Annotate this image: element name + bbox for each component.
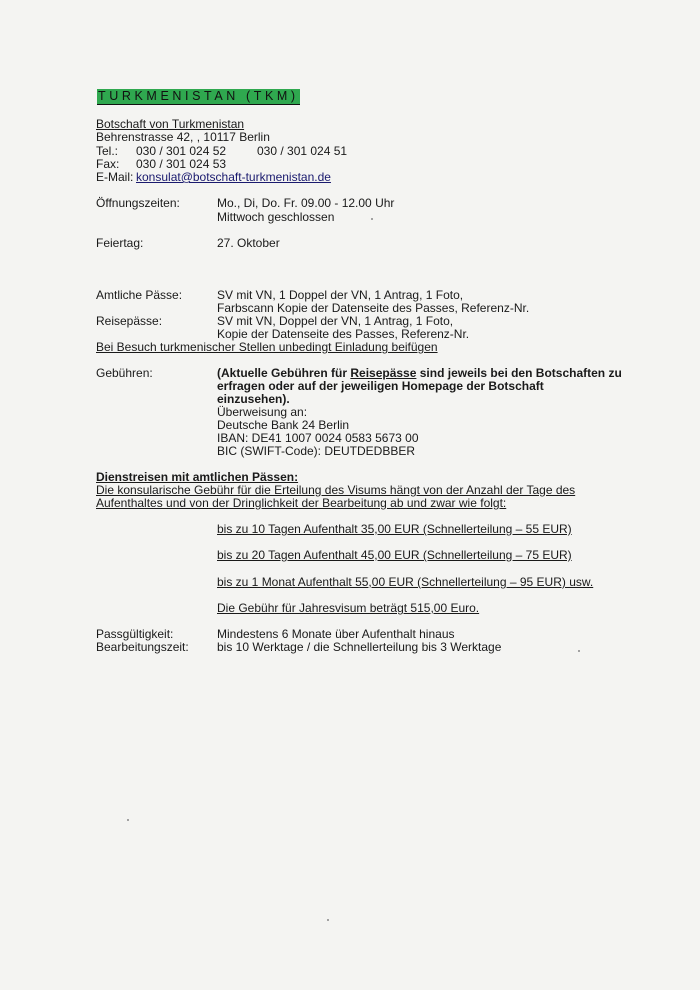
fees-note-line-1 <box>217 366 622 380</box>
business-travel-text-line-2: Aufenthaltes und von der Dringlichkeit der Bearbeitung ab und zwar wie folgt: <box>96 496 507 510</box>
tel-label: Tel.: <box>96 144 119 158</box>
fees-label: Gebühren: <box>96 366 153 380</box>
official-passports-label: Amtliche Pässe: <box>96 288 183 302</box>
travel-passports-line-2: Kopie der Datenseite des Passes, Referenz-Nr. <box>217 327 470 341</box>
hours-line-2: Mittwoch geschlossen <box>217 210 335 224</box>
fee-tier-10-days: bis zu 10 Tagen Aufenthalt 35,00 EUR (Schnellerteilung – 55 EUR) <box>217 522 572 536</box>
official-passports-line-2: Farbscann Kopie der Datenseite des Passes, Referenz-Nr. <box>217 301 530 315</box>
processing-value: bis 10 Werktage / die Schnellerteilung bis 3 Werktage <box>217 640 502 654</box>
tel-number-2: 030 / 301 024 51 <box>257 144 348 158</box>
scan-speck <box>327 919 329 921</box>
validity-value: Mindestens 6 Monate über Aufenthalt hinaus <box>217 627 455 641</box>
bank-bic: BIC (SWIFT-Code): DEUTDEDBBER <box>217 444 416 458</box>
official-passports-line-1: SV mit VN, 1 Doppel der VN, 1 Antrag, 1 Foto, <box>217 288 464 302</box>
scan-speck <box>371 218 373 220</box>
scan-speck <box>127 819 129 821</box>
travel-passports-line-1: SV mit VN, Doppel der VN, 1 Antrag, 1 Foto, <box>217 314 454 328</box>
fees-note-line-2: erfragen oder auf der jeweiligen Homepage der Botschaft <box>217 379 544 393</box>
embassy-name: Botschaft von Turkmenistan <box>96 117 245 131</box>
scan-speck <box>578 650 580 652</box>
fees-note-part-2: sind jeweils bei den Botschaften zu <box>416 366 622 380</box>
hours-label: Öffnungszeiten: <box>96 196 180 210</box>
fees-note-travel-passports: Reisepässe <box>350 366 417 380</box>
hours-line-1: Mo., Di, Do. Fr. 09.00 - 12.00 Uhr <box>217 196 395 210</box>
fax-label: Fax: <box>96 157 120 171</box>
invitation-note: Bei Besuch turkmenischer Stellen unbedingt Einladung beifügen <box>96 340 438 354</box>
fees-note-line-3: einzusehen). <box>217 392 290 406</box>
bank-name: Deutsche Bank 24 Berlin <box>217 418 350 432</box>
email-label: E-Mail: <box>96 170 134 184</box>
holiday-label: Feiertag: <box>96 236 144 250</box>
travel-passports-label: Reisepässe: <box>96 314 163 328</box>
annual-visa-fee: Die Gebühr für Jahresvisum beträgt 515,00 Euro. <box>217 601 480 615</box>
fee-tier-1-month: bis zu 1 Monat Aufenthalt 55,00 EUR (Schnellerteilung – 95 EUR) usw. <box>217 575 594 589</box>
email-link[interactable]: konsulat@botschaft-turkmenistan.de <box>136 170 331 184</box>
validity-label: Passgültigkeit: <box>96 627 174 641</box>
page-title: TURKMENISTAN (TKM) <box>98 89 299 103</box>
transfer-label: Überweisung an: <box>217 405 308 419</box>
processing-label: Bearbeitungszeit: <box>96 640 189 654</box>
bank-iban: IBAN: DE41 1007 0024 0583 5673 00 <box>217 431 419 445</box>
embassy-street: Behrenstrasse 42, , 10117 Berlin <box>96 130 270 144</box>
fees-note-part-1: (Aktuelle Gebühren für <box>217 366 351 380</box>
fee-tier-20-days: bis zu 20 Tagen Aufenthalt 45,00 EUR (Schnellerteilung – 75 EUR) <box>217 548 572 562</box>
fax-number: 030 / 301 024 53 <box>136 157 227 171</box>
business-travel-text-line-1: Die konsularische Gebühr für die Erteilung des Visums hängt von der Anzahl der Tage des <box>96 483 576 497</box>
holiday-value: 27. Oktober <box>217 236 280 250</box>
tel-number-1: 030 / 301 024 52 <box>136 144 227 158</box>
business-travel-heading: Dienstreisen mit amtlichen Pässen: <box>96 470 299 484</box>
